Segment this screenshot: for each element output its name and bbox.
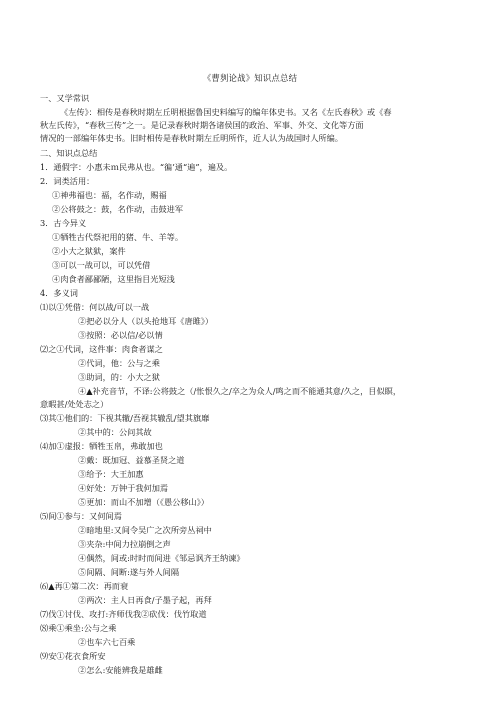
text-line: ⑤更加：而山不加增（《愚公移山》） <box>78 497 209 507</box>
text-line: ④肉食者鄙鄙陋，这里指目光短浅 <box>52 274 175 284</box>
text-line: ⑹▲再①第二次：再而衰 <box>40 581 129 591</box>
text-line: ②把必以分人（以头抢地耳《唐雎》） <box>78 316 214 326</box>
text-line: ②小大之狱狱，案件 <box>52 246 126 256</box>
text-line: 一、又学常识 <box>40 93 90 103</box>
text-line: ②也车六七百乘 <box>78 637 136 647</box>
text-line: ⑻乘①乘坐:公与之乘 <box>40 623 117 633</box>
text-line: 4．多义词 <box>40 288 78 298</box>
text-line: ⑤间隔、间断:遂与外人间隔 <box>78 567 180 577</box>
text-line: ④偶然，间或:时时而间进《邹忌讽齐王纳谏》 <box>78 553 245 563</box>
text-line: ③助词，的：小大之狱 <box>78 372 160 382</box>
text-line: 情况的一部编年体史书。旧时相传是春秋时期左丘明所作，近人认为战国时人所编。 <box>40 133 343 143</box>
text-line: ⑵之①代词，这件事：肉食者谋之 <box>40 344 163 354</box>
text-line: ④▲补充音节，不译:公将鼓之（/怅恨久之/卒之为众人/鸣之而不能通其意/久之，目似瞑， <box>78 386 402 396</box>
text-line: 秋左氏传》，“春秋三传”之一。是记录春秋时期各诸侯国的政治、军事、外交、文化等方面 <box>40 120 364 130</box>
text-line: ②两次：主人日再食/子墨子起，再拜 <box>78 595 212 605</box>
text-line: ③给予：大王加惠 <box>78 469 144 479</box>
text-line: ⑴以①凭借：何以战/可以一战 <box>40 302 150 312</box>
text-line: ①神弗福也：福，名作动，赐福 <box>52 190 167 200</box>
text-line: ④好处：万钟于我何加焉 <box>78 483 169 493</box>
text-line: ⑶其①他们的：下视其辙/吾视其辙乱/望其旗靡 <box>40 413 210 423</box>
text-line: ⑼安①花衣食所安 <box>40 651 106 661</box>
text-line: ⑸间①参与：又何间焉 <box>40 511 122 521</box>
text-line: ②戴：既加冠、益慕圣贤之道 <box>78 455 185 465</box>
text-line: ⑷加①虚报：牺牲玉帛，弗敢加也 <box>40 441 163 451</box>
text-line: ②代词，他：公与之乘 <box>78 358 160 368</box>
text-line: ①牺牲古代祭祀用的猪、牛、羊等。 <box>52 232 184 242</box>
page-title: 《曹刿论战》知识点总结 <box>202 73 298 83</box>
text-line: 1．通假字：小惠未ｍ民弗从也。“徧’通“遍”，遍及。 <box>40 162 233 172</box>
text-line: ②怎么:安能辨我是雄雌 <box>78 665 163 675</box>
text-line: 《左传》：相传是春秋时期左丘明根据鲁国史料编写的编年体史书。又名《左氏春秋》或《春 <box>60 107 392 117</box>
text-line: ②公将鼓之：鼓，名作动，击鼓进军 <box>52 204 184 214</box>
text-line: 2．词类活用： <box>40 176 95 186</box>
text-line: ③按照：必以信/必以情 <box>78 330 163 340</box>
text-line: 二、知识点总结 <box>40 148 98 158</box>
text-line: ③夹杂:中间力拉崩倒之声 <box>78 539 171 549</box>
text-line: ②暗地里:又间令吴广之次所旁丛祠中 <box>78 525 212 535</box>
text-line: 3．古今异义 <box>40 218 87 228</box>
text-line: ⑺伐①讨伐、攻打:齐师伐我②砍伐：伐竹取道 <box>40 609 207 619</box>
text-line: 意暇甚/处处志之） <box>40 399 109 409</box>
text-line: ③可以一战可以，可以凭借 <box>52 260 151 270</box>
text-line: ②其中的：公问其故 <box>78 427 152 437</box>
